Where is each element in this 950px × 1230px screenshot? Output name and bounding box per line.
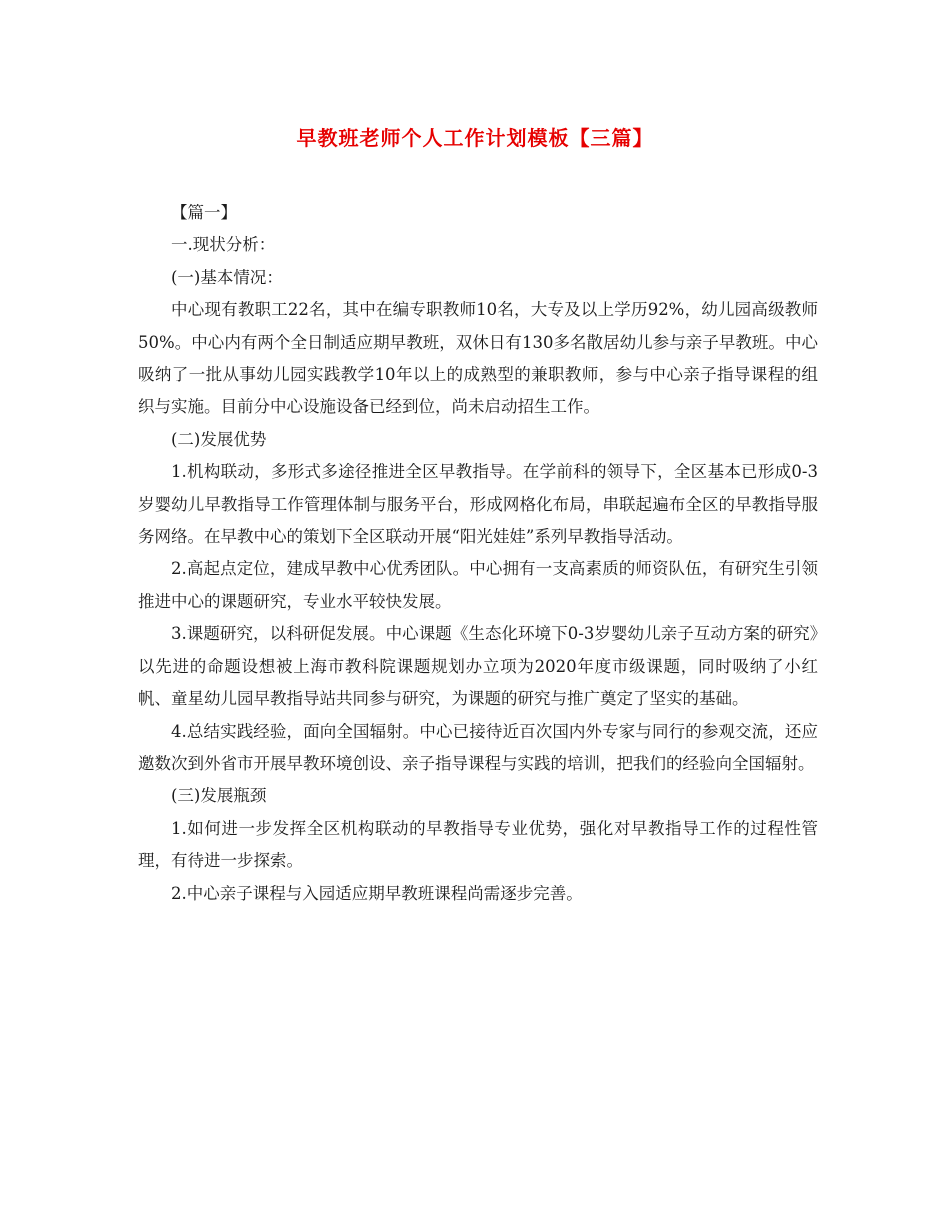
- paragraph-bottleneck-2: 2.中心亲子课程与入园适应期早教班课程尚需逐步完善。: [171, 883, 583, 903]
- paragraph-heading-basic-situation: (一)基本情况：: [171, 267, 283, 287]
- paragraph-heading-bottlenecks: (三)发展瓶颈: [171, 786, 267, 806]
- paragraph-advantage-4: 4.总结实践经验，面向全国辐射。中心已接待近百次国内外专家与同行的参观交流，还应邀数次到外省市开展早教环境创设、亲子指导课程与实践的培训，把我们的经验向全国辐射。: [138, 721, 818, 773]
- document-title: 早教班老师个人工作计划模板【三篇】: [296, 126, 654, 150]
- paragraph-advantage-1: 1.机构联动，多形式多途径推进全区早教指导。在学前科的领导下，全区基本已形成0-3岁婴幼儿早教指导工作管理体制与服务平台，形成网格化布局，串联起遍布全区的早教指导服务网络。在早教中心的策划下全区联动开展“阳光娃娃”系列早教指导活动。: [138, 462, 818, 547]
- paragraph-bottleneck-1: 1.如何进一步发挥全区机构联动的早教指导专业优势，强化对早教指导工作的过程性管理，有待进一步探索。: [138, 818, 818, 871]
- paragraph-basic-situation: 中心现有教职工22名，其中在编专职教师10名，大专及以上学历92%，幼儿园高级教师50%。中心内有两个全日制适应期早教班，双休日有130多名散居幼儿参与亲子早教班。中心吸纳了一批从事幼儿园实践教学10年以上的成熟型的兼职教师，参与中心亲子指导课程的组织与实施。目前分中心设施设备已经到位，尚未启动招生工作。: [138, 300, 818, 417]
- paragraph-section-heading: 【篇一】: [171, 203, 237, 222]
- paragraph-heading-advantages: (二)发展优势: [171, 429, 267, 449]
- paragraph-advantage-2: 2.高起点定位，建成早教中心优秀团队。中心拥有一支高素质的师资队伍，有研究生引领推进中心的课题研究，专业水平较快发展。: [138, 559, 818, 611]
- document-body: [138, 197, 818, 910]
- paragraph-heading-status-analysis: 一.现状分析：: [171, 235, 276, 255]
- paragraph-advantage-3: 3.课题研究，以科研促发展。中心课题《生态化环境下0-3岁婴幼儿亲子互动方案的研究》以先进的命题设想被上海市教科院课题规划办立项为2020年度市级课题，同时吸纳了小红帆、童星幼儿园早教指导站共同参与研究，为课题的研究与推广奠定了坚实的基础。: [138, 624, 818, 709]
